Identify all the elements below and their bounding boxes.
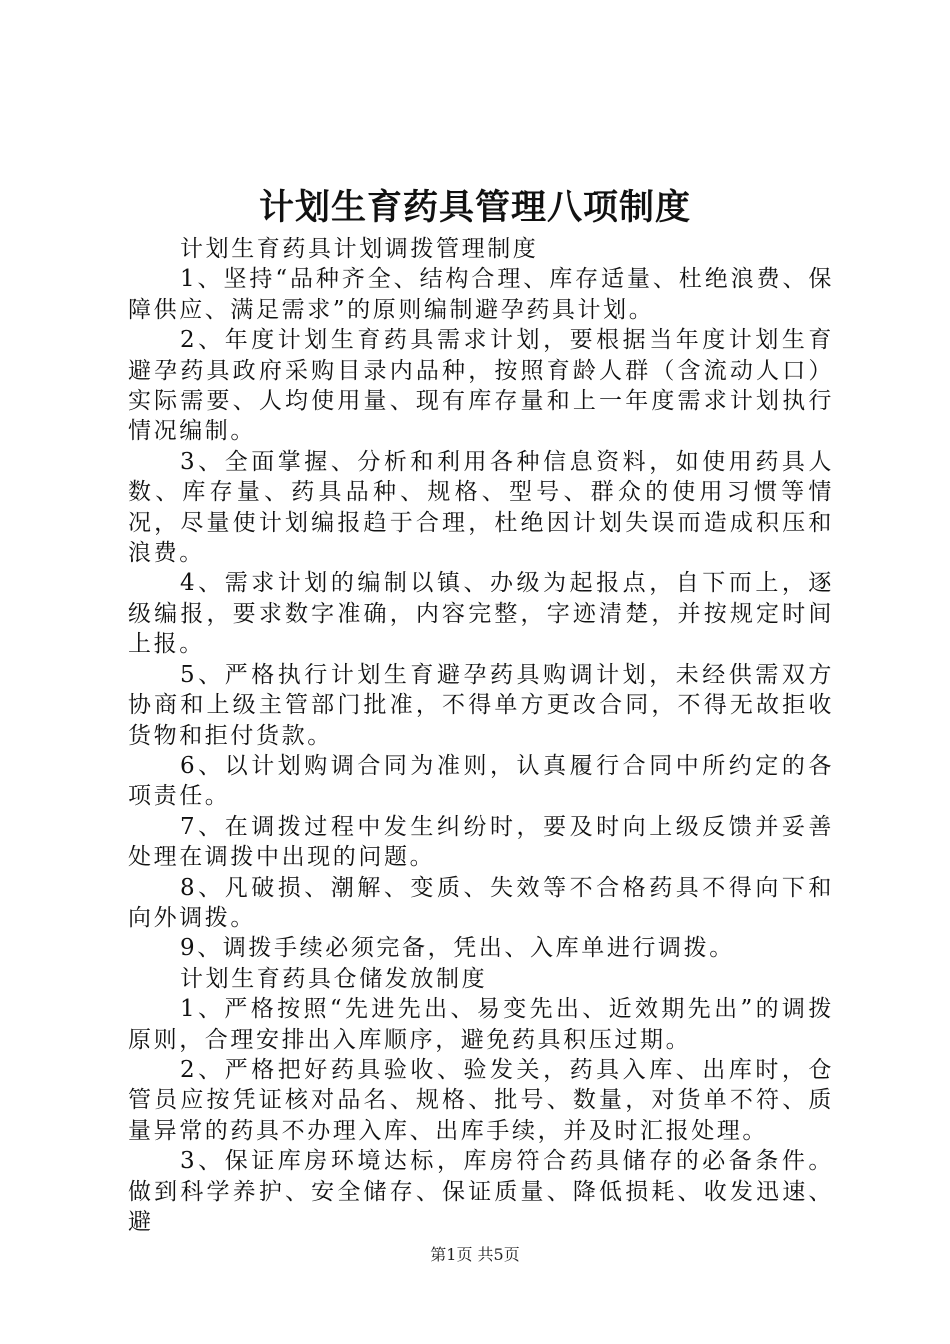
document-body (128, 234, 834, 1237)
paragraph: 3、全面掌握、分析和利用各种信息资料，如使用药具人数、库存量、药具品种、规格、型号、群众的使用习惯等情况，尽量使计划编报趋于合理，杜绝因计划失误而造成积压和浪费。 (128, 448, 834, 567)
section-heading: 计划生育药具计划调拨管理制度 (180, 236, 539, 262)
paragraph: 3、保证库房环境达标，库房符合药具储存的必备条件。做到科学养护、安全储存、保证质量、降低损耗、收发迅速、避 (128, 1148, 834, 1235)
document-title: 计划生育药具管理八项制度 (258, 187, 691, 228)
paragraph: 5、严格执行计划生育避孕药具购调计划，未经供需双方协商和上级主管部门批准，不得单方更改合同，不得无故拒收货物和拒付货款。 (128, 661, 834, 749)
paragraph: 2、年度计划生育药具需求计划，要根据当年度计划生育避孕药具政府采购目录内品种，按照育龄人群（含流动人口）实际需要、人均使用量、现有库存量和上一年度需求计划执行情况编制。 (128, 327, 834, 445)
section-heading: 计划生育药具仓储发放制度 (180, 965, 488, 992)
paragraph: 9、调拨手续必须完备，凭出、入库单进行调拨。 (180, 935, 735, 962)
paragraph: 8、凡破损、潮解、变质、失效等不合格药具不得向下和向外调拨。 (128, 874, 834, 931)
paragraph: 1、严格按照“先进先出、易变先出、近效期先出”的调拨原则，合理安排出入库顺序，避免药具积压过期。 (128, 996, 834, 1053)
page-footer: 第1页 共5页 (430, 1245, 520, 1264)
paragraph: 7、在调拨过程中发生纠纷时，要及时向上级反馈并妥善处理在调拨中出现的问题。 (128, 813, 834, 871)
paragraph: 1、坚持“品种齐全、结构合理、库存适量、杜绝浪费、保障供应、满足需求”的原则编制避孕药具计划。 (128, 266, 834, 323)
paragraph: 2、严格把好药具验收、验发关，药具入库、出库时，仓管员应按凭证核对品名、规格、批号、数量，对货单不符、质量异常的药具不办理入库、出库手续，并及时汇报处理。 (128, 1056, 834, 1144)
paragraph: 6、以计划购调合同为准则，认真履行合同中所约定的各项责任。 (128, 752, 834, 810)
paragraph: 4、需求计划的编制以镇、办级为起报点，自下而上，逐级编报，要求数字准确，内容完整，字迹清楚，并按规定时间上报。 (128, 570, 834, 658)
